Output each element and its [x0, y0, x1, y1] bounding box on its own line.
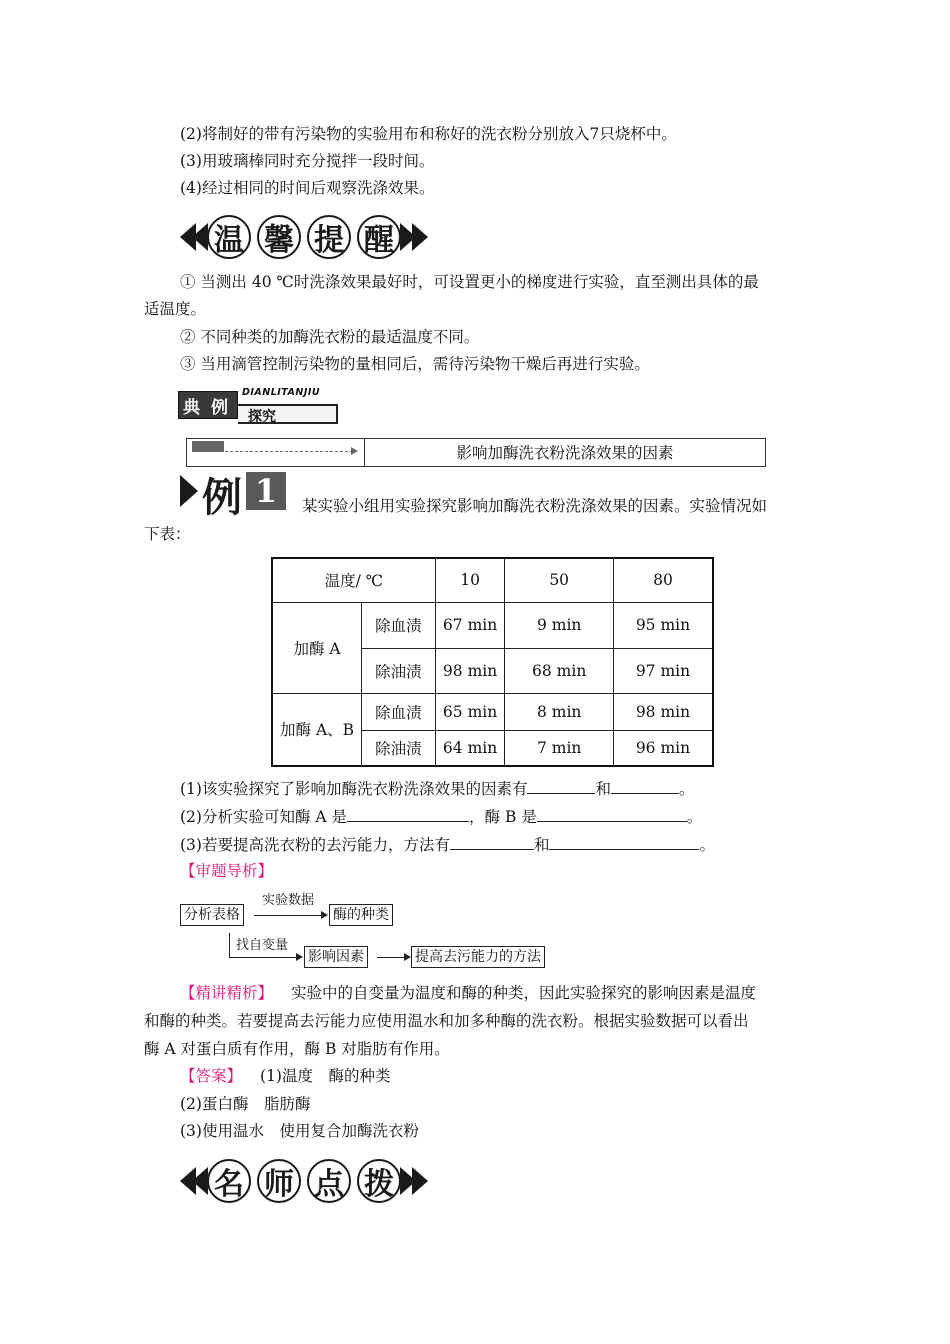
topic-title: 影响加酶洗衣粉洗涤效果的因素	[456, 444, 674, 462]
example-text-cont: 下表：	[144, 525, 191, 543]
banner-char: 温	[207, 215, 251, 259]
badge-cn: 探究	[248, 409, 276, 425]
banner-char: 提	[307, 215, 351, 259]
header-cell: 50	[505, 558, 613, 602]
tag-icon	[192, 441, 224, 452]
badge-char: 例	[211, 398, 228, 418]
answer-line-2: (2)蛋白酶 脂肪酶	[180, 1095, 311, 1113]
analysis-label: 【精讲精析】	[180, 984, 274, 1002]
flow-box-factors: 影响因素	[304, 946, 368, 968]
table-cell: 95 min	[613, 602, 713, 648]
double-right-arrow-icon	[404, 223, 428, 251]
answer-blank[interactable]	[611, 777, 679, 794]
table-cell: 除油渍	[362, 648, 436, 693]
group-name: 加酶 A、B	[272, 693, 362, 766]
flow-box-methods: 提高去污能力的方法	[411, 946, 545, 968]
table-cell: 除血渍	[362, 602, 436, 648]
answer-blank[interactable]	[549, 833, 699, 850]
topic-bar	[186, 438, 766, 467]
flow-label-data: 实验数据	[262, 893, 315, 908]
table-cell: 98 min	[613, 693, 713, 730]
double-left-arrow-icon	[180, 1167, 204, 1195]
answer-line-3: (3)使用温水 使用复合加酶洗衣粉	[180, 1122, 419, 1140]
header-cell: 10	[435, 558, 505, 602]
flow-box-enzyme-type: 酶的种类	[329, 904, 393, 926]
step-2: (2)将制好的带有污染物的实验用布和称好的洗衣粉分别放入7只烧杯中。	[180, 125, 677, 143]
tip-3: ③ 当用滴管控制污染物的量相同后，需待污染物干燥后再进行实验。	[180, 355, 650, 373]
table-cell: 68 min	[505, 648, 613, 693]
question-3: (3)若要提高洗衣粉的去污能力，方法有 和 。	[180, 833, 715, 856]
answer-blank[interactable]	[537, 805, 687, 822]
table-cell: 98 min	[435, 648, 505, 693]
badge-english: DIANLITANJIU	[242, 387, 321, 398]
step-4: (4)经过相同的时间后观察洗涤效果。	[180, 179, 435, 197]
header-cell: 80	[613, 558, 713, 602]
table-row	[272, 602, 713, 648]
table-cell: 96 min	[613, 730, 713, 766]
tip-2: ② 不同种类的加酶洗衣粉的最适温度不同。	[180, 328, 480, 346]
banner-char: 点	[307, 1159, 351, 1203]
question-2: (2)分析实验可知酶 A 是 ，酶 B 是 。	[180, 805, 702, 828]
double-left-arrow-icon	[180, 223, 204, 251]
arrow-right-icon	[321, 911, 328, 919]
example-label: 例 1	[180, 470, 288, 512]
banner-char: 拨	[357, 1159, 401, 1203]
arrow-right-icon	[351, 447, 358, 455]
table-header-row	[272, 558, 713, 602]
answer-label: 【答案】	[180, 1067, 243, 1085]
table-cell: 65 min	[435, 693, 505, 730]
group-name: 加酶 A	[272, 602, 362, 693]
tip-banner	[180, 212, 428, 262]
guide-label: 【审题导析】	[180, 862, 274, 880]
banner-char: 醒	[357, 215, 401, 259]
question-1: (1)该实验探究了影响加酶洗衣粉洗涤效果的因素有 和 。	[180, 777, 695, 800]
triangle-icon	[180, 475, 198, 507]
teacher-banner	[180, 1156, 428, 1206]
example-number: 1	[246, 472, 286, 510]
banner-char: 师	[257, 1159, 301, 1203]
answer-line-1: 【答案】 (1)温度 酶的种类	[180, 1067, 391, 1085]
flow-box-analyze-table: 分析表格	[180, 904, 244, 926]
arrow-right-icon	[296, 953, 303, 961]
double-right-arrow-icon	[404, 1167, 428, 1195]
table-cell: 7 min	[505, 730, 613, 766]
banner-char: 馨	[257, 215, 301, 259]
step-3: (3)用玻璃棒同时充分搅拌一段时间。	[180, 152, 435, 170]
analysis-line-2: 和酶的种类。若要提高去污能力应使用温水和加多种酶的洗衣粉。根据实验数据可以看出	[144, 1012, 749, 1030]
table-cell: 67 min	[435, 602, 505, 648]
table-cell: 除油渍	[362, 730, 436, 766]
table-cell: 9 min	[505, 602, 613, 648]
tip-1-cont: 适温度。	[144, 300, 207, 318]
table-row	[272, 693, 713, 730]
section-badge	[178, 387, 342, 427]
tip-1: ① 当测出 40 ℃时洗涤效果最好时，可设置更小的梯度进行实验，直至测出具体的最	[180, 273, 759, 291]
banner-char: 名	[207, 1159, 251, 1203]
answer-blank[interactable]	[527, 777, 595, 794]
table-cell: 8 min	[505, 693, 613, 730]
table-cell: 除血渍	[362, 693, 436, 730]
table-cell: 97 min	[613, 648, 713, 693]
arrow-right-icon	[404, 953, 411, 961]
experiment-table	[271, 557, 714, 767]
table-cell: 64 min	[435, 730, 505, 766]
flow-label-variable: 找自变量	[236, 938, 289, 953]
answer-blank[interactable]	[347, 805, 469, 822]
analysis-line-1: 【精讲精析】 实验中的自变量为温度和酶的种类，因此实验探究的影响因素是温度	[180, 984, 757, 1002]
answer-blank[interactable]	[450, 833, 534, 850]
example-text: 某实验小组用实验探究影响加酶洗衣粉洗涤效果的因素。实验情况如	[302, 497, 768, 515]
analysis-line-3: 酶 A 对蛋白质有作用，酶 B 对脂肪有作用。	[144, 1040, 450, 1058]
badge-char: 典	[183, 398, 200, 418]
header-cell: 温度/ ℃	[272, 558, 435, 602]
